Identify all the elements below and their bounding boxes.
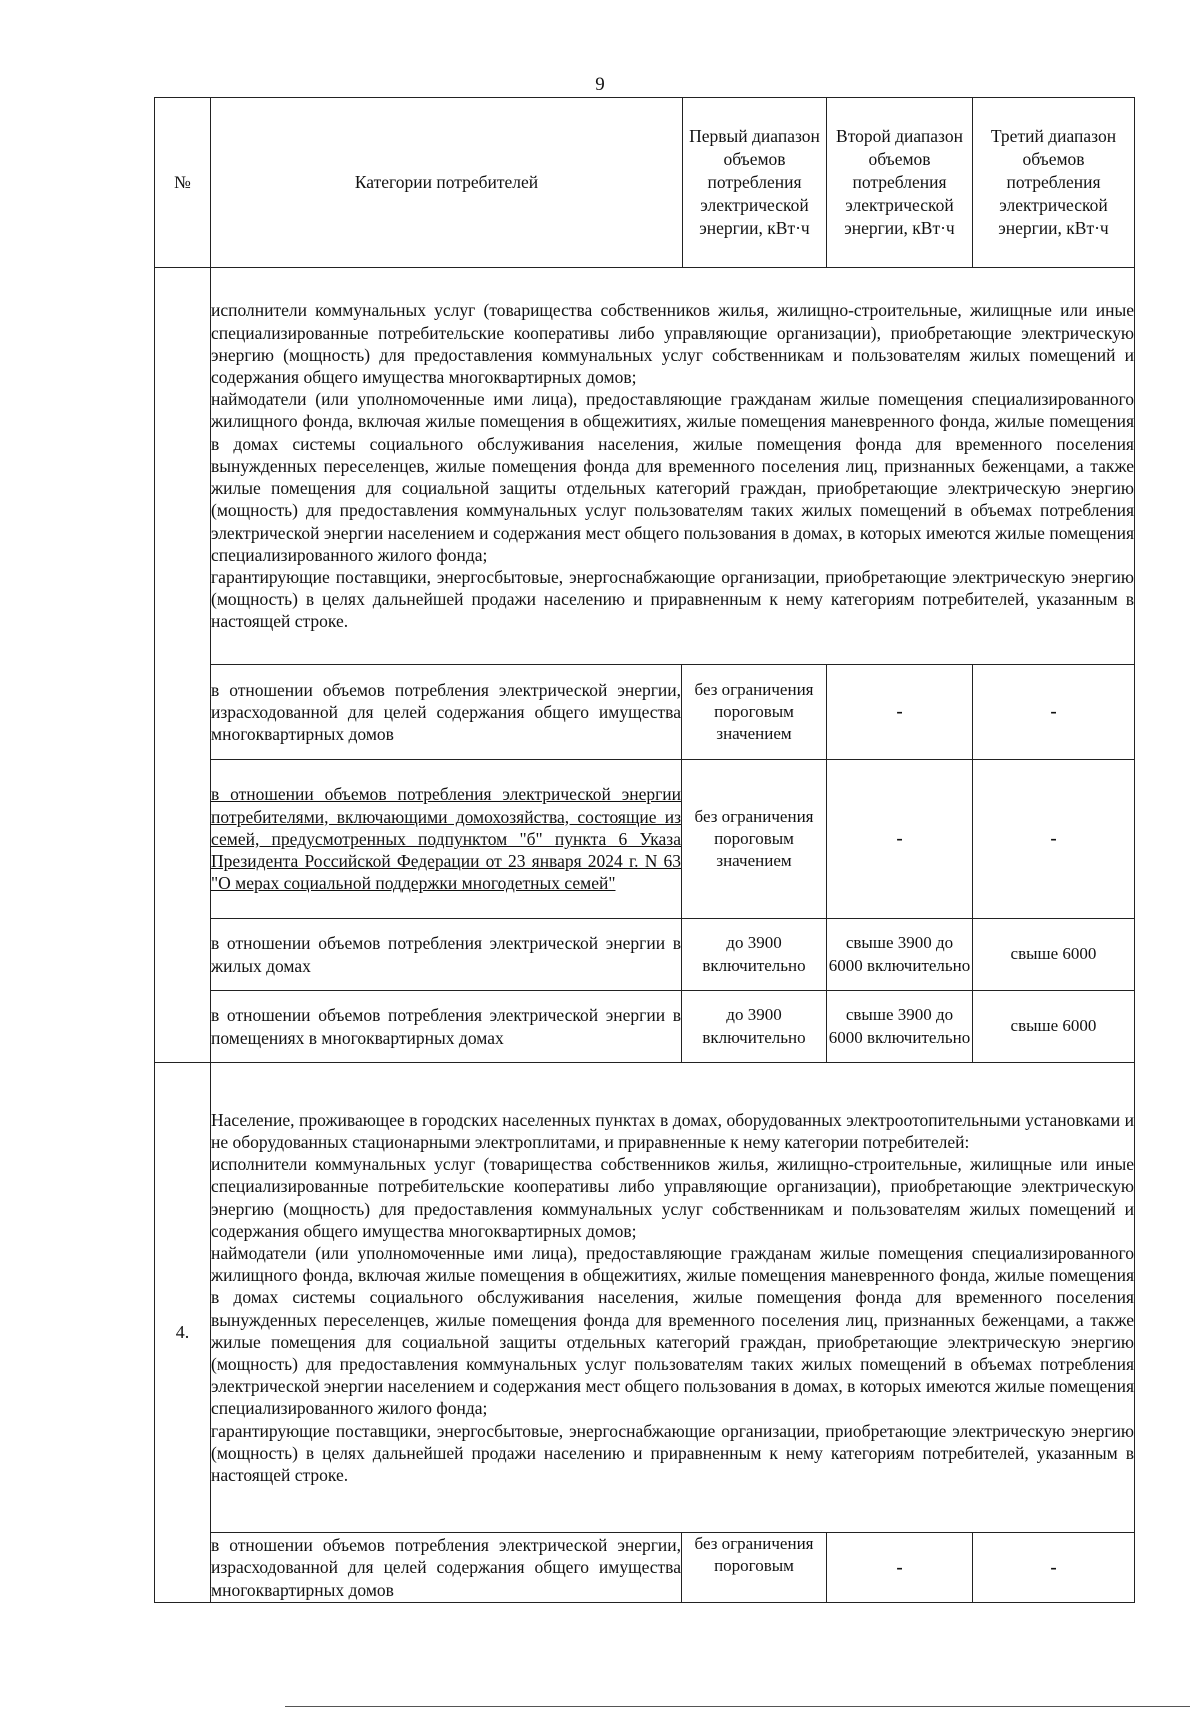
row-range-3: свыше 6000 bbox=[973, 991, 1135, 1063]
row-range-2: - bbox=[827, 1533, 973, 1603]
row-range-3: свыше 6000 bbox=[973, 919, 1135, 991]
header-range-1: Первый диапазон объемов потребления электрической энергии, кВт·ч bbox=[682, 98, 826, 267]
row-range-1: без ограничения пороговым bbox=[682, 1533, 827, 1603]
row-category: в отношении объемов потребления электрической энергии, израсходованной для целей содержания общего имущества многоквартирных домов bbox=[211, 665, 682, 760]
row-range-2: - bbox=[827, 665, 973, 760]
header-category: Категории потребителей bbox=[354, 172, 539, 192]
row-category: в отношении объемов потребления электрической энергии, израсходованной для целей содержания общего имущества многоквартирных домов bbox=[211, 1533, 682, 1603]
block2-description bbox=[211, 1063, 1135, 1533]
row-range-3: - bbox=[973, 665, 1135, 760]
header-range-3: Третий диапазон объемов потребления электрической энергии, кВт·ч bbox=[973, 98, 1135, 268]
table-row bbox=[155, 665, 1135, 760]
row-category-link[interactable]: в отношении объемов потребления электрической энергии потребителями, включающими домохозяйства, состоящие из семей, предусмотренных подпунктом "б" пункта 6 Указа Президента Российской Федерации от 23 января 2024 г. N 63 "О мерах социальной поддержки многодетных семей" bbox=[211, 760, 682, 919]
row-category: в отношении объемов потребления электрической энергии в помещениях в многоквартирных домах bbox=[211, 991, 682, 1063]
header-range-2: Второй диапазон объемов потребления электрической энергии, кВт·ч bbox=[827, 98, 973, 268]
table-row bbox=[155, 760, 1135, 919]
row-range-1: без ограничения пороговым значением bbox=[682, 665, 827, 760]
block2-num-cell bbox=[155, 1063, 211, 1603]
page-number: 9 bbox=[595, 74, 605, 95]
tariff-table bbox=[154, 97, 1135, 1603]
table-row bbox=[155, 919, 1135, 991]
block1-paragraph: исполнители коммунальных услуг (товарищества собственников жилья, жилищно-строительные, жилищные или иные специализированные потребительские кооперативы либо управляющие организации), приобретающие электрическую энергию (мощность) для предоставления коммунальных услуг собственникам и пользователям жилых помещений и содержания общего имущества многоквартирных домов; bbox=[211, 300, 1134, 388]
block1-description bbox=[211, 268, 1135, 665]
row-category: в отношении объемов потребления электрической энергии в жилых домах bbox=[211, 919, 682, 991]
block2-paragraph: наймодатели (или уполномоченные ими лица), предоставляющие гражданам жилые помещения специализированного жилищного фонда, включая жилые помещения в общежитиях, жилые помещения маневренного фонда, жилые помещения в домах системы социального обслуживания населения, жилые помещения фонда для временного поселения вынужденных переселенцев, жилые помещения фонда для временного поселения лиц, признанных беженцами, а также жилые помещения для социальной защиты отдельных категорий граждан, приобретающие электрическую энергию (мощность) для предоставления коммунальных услуг пользователям таких жилых помещений в объемах потребления электрической энергии населением и содержания мест общего пользования в домах, в которых имеются жилые помещения специализированного жилого фонда; bbox=[211, 1242, 1134, 1419]
row-range-2: свыше 3900 до 6000 включительно bbox=[827, 919, 973, 991]
block2-description-row bbox=[155, 1063, 1135, 1533]
header-num: № bbox=[155, 98, 211, 268]
block1-num-cell bbox=[155, 268, 211, 1063]
table-row bbox=[155, 991, 1135, 1063]
row-range-3: - bbox=[973, 1533, 1135, 1603]
block2-paragraph: гарантирующие поставщики, энергосбытовые, энергоснабжающие организации, приобретающие электрическую энергию (мощность) в целях дальнейшей продажи населению и приравненным к нему категориям потребителей, указанным в настоящей строке. bbox=[211, 1420, 1134, 1486]
block1-paragraph: гарантирующие поставщики, энергосбытовые, энергоснабжающие организации, приобретающие электрическую энергию (мощность) в целях дальнейшей продажи населению и приравненным к нему категориям потребителей, указанным в настоящей строке. bbox=[211, 566, 1134, 632]
block1-description-row bbox=[155, 268, 1135, 665]
row-number: 4. bbox=[175, 1322, 190, 1342]
table-header-row bbox=[155, 98, 1135, 268]
row-range-1: до 3900 включительно bbox=[682, 991, 827, 1063]
row-range-3: - bbox=[973, 760, 1135, 919]
row-range-2: свыше 3900 до 6000 включительно bbox=[827, 991, 973, 1063]
table-row bbox=[155, 1533, 1135, 1603]
row-range-2: - bbox=[827, 760, 973, 919]
row-range-1: до 3900 включительно bbox=[682, 919, 827, 991]
block2-paragraph: исполнители коммунальных услуг (товарищества собственников жилья, жилищно-строительные, жилищные или иные специализированные потребительские кооперативы либо управляющие организации), приобретающие электрическую энергию (мощность) для предоставления коммунальных услуг собственникам и пользователям жилых помещений и содержания общего имущества многоквартирных домов; bbox=[211, 1154, 1134, 1241]
header-category-cell bbox=[211, 98, 827, 268]
row-range-1: без ограничения пороговым значением bbox=[682, 760, 827, 919]
footer-divider bbox=[285, 1706, 1190, 1707]
block1-paragraph: наймодатели (или уполномоченные ими лица), предоставляющие гражданам жилые помещения специализированного жилищного фонда, включая жилые помещения в общежитиях, жилые помещения маневренного фонда, жилые помещения в домах системы социального обслуживания населения, жилые помещения фонда для временного поселения вынужденных переселенцев, жилые помещения фонда для временного поселения лиц, признанных беженцами, а также жилые помещения для социальной защиты отдельных категорий граждан, приобретающие электрическую энергию (мощность) для предоставления коммунальных услуг пользователям таких жилых помещений в объемах потребления электрической энергии населением и содержания мест общего пользования в домах, в которых имеются жилые помещения специализированного жилого фонда; bbox=[211, 389, 1134, 565]
block2-paragraph: Население, проживающее в городских населенных пунктах в домах, оборудованных электроотопительными установками и не оборудованных стационарными электроплитами, и приравненные к нему категории потребителей: bbox=[211, 1109, 1134, 1152]
